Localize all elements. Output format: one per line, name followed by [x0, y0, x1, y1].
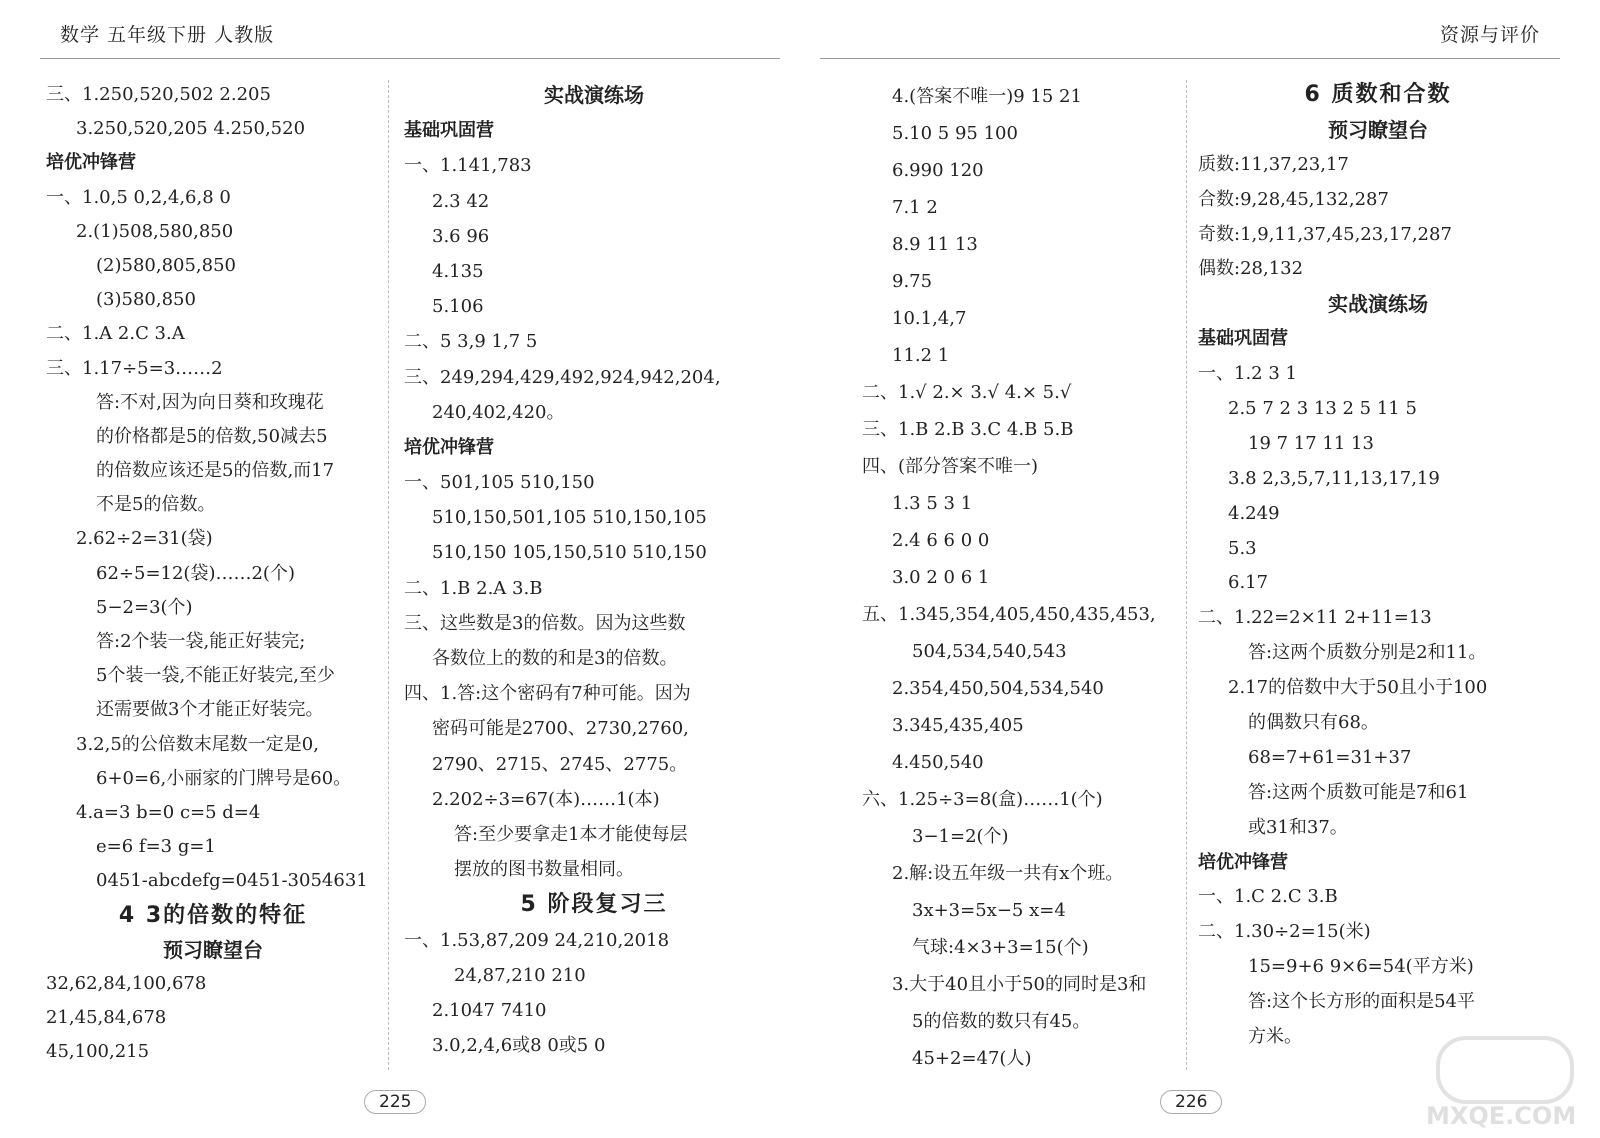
answer-line: 三、249,294,429,492,924,942,204,: [404, 366, 721, 388]
answer-line: 预习瞭望台: [163, 937, 263, 962]
answer-line: 一、501,105 510,150: [404, 472, 595, 494]
answer-line: 方米。: [1248, 1026, 1302, 1048]
answer-line: 一、1.0,5 0,2,4,6,8 0: [46, 186, 231, 208]
answer-line: 4.a=3 b=0 c=5 d=4: [76, 801, 261, 823]
answer-line: 3.0,2,4,6或8 0或5 0: [432, 1035, 606, 1057]
answer-line: 5−2=3(个): [96, 596, 193, 618]
answer-line: 实战演练场: [544, 83, 644, 107]
header-right-title: 资源与评价: [1439, 24, 1540, 46]
answer-line: 3.8 2,3,5,7,11,13,17,19: [1228, 467, 1440, 489]
answer-line: 答:至少要拿走1本才能使每层: [454, 823, 688, 845]
answer-line: 四、(部分答案不唯一): [862, 456, 1039, 477]
answer-line: 还需要做3个才能正好装完。: [96, 699, 324, 721]
answer-line: 答:这个长方形的面积是54平: [1248, 991, 1475, 1013]
answer-line: 1.3 5 3 1: [892, 493, 973, 514]
answer-line: 2.解:设五年级一共有x个班。: [892, 863, 1124, 884]
answer-line: 3.6 96: [432, 225, 490, 247]
header-rule-right: [820, 58, 1560, 59]
answer-line: 合数:9,28,45,132,287: [1198, 188, 1389, 210]
answer-line: 一、1.2 3 1: [1198, 363, 1297, 385]
answer-line: 2.(1)508,580,850: [76, 220, 234, 242]
answer-line: 45,100,215: [46, 1041, 150, 1063]
answer-line: 510,150,501,105 510,150,105: [432, 507, 707, 529]
answer-line: 4.135: [432, 260, 484, 282]
page-number-right: 226: [1160, 1090, 1222, 1114]
answer-line: 培优冲锋营: [1198, 851, 1288, 873]
answer-line: 510,150 105,150,510 510,150: [432, 542, 707, 564]
answer-line: 5.3: [1228, 537, 1257, 559]
answer-line: 二、1.30÷2=15(米): [1198, 921, 1371, 943]
answer-line: 5 阶段复习三: [520, 892, 668, 918]
answer-line: 5.106: [432, 296, 484, 318]
answer-line: 3.2,5的公倍数末尾数一定是0,: [76, 733, 319, 755]
answer-line: 24,87,210 210: [454, 964, 586, 986]
answer-line: 4 3的倍数的特征: [118, 902, 308, 928]
answer-line: 培优冲锋营: [46, 152, 136, 174]
answer-line: 一、1.141,783: [404, 155, 532, 177]
answer-line: 二、1.A 2.C 3.A: [46, 323, 185, 345]
answer-line: 2.3 42: [432, 190, 490, 212]
answer-line: 2.17的倍数中大于50且小于100: [1228, 677, 1488, 699]
answer-line: 6 质数和合数: [1304, 82, 1452, 107]
answer-line: 密码可能是2700、2730,2760,: [432, 718, 689, 740]
answer-line: 的价格都是5的倍数,50减去5: [96, 425, 328, 447]
column-3: [862, 78, 1180, 1077]
column-divider: [1186, 80, 1187, 1070]
answer-line: 68=7+61=31+37: [1248, 746, 1412, 768]
answer-line: 三、1.250,520,502 2.205: [46, 84, 271, 105]
answer-line: 一、1.C 2.C 3.B: [1198, 886, 1338, 908]
answer-line: 4.249: [1228, 502, 1280, 524]
answer-line: 二、1.22=2×11 2+11=13: [1198, 607, 1432, 629]
answer-line: 四、1.答:这个密码有7种可能。因为: [404, 683, 691, 705]
answer-line: 6+0=6,小丽家的门牌号是60。: [96, 767, 352, 789]
answer-line: 5个装一袋,不能正好装完,至少: [96, 665, 335, 687]
answer-line: 0451-abcdefg=0451-3054631: [96, 870, 368, 892]
answer-line: 各数位上的数的和是3的倍数。: [432, 648, 678, 669]
answer-line: 2.202÷3=67(本)……1(本): [432, 788, 660, 810]
answer-line: 答:这两个质数分别是2和11。: [1248, 642, 1487, 664]
answer-line: 5.10 5 95 100: [892, 123, 1018, 144]
answer-line: 三、1.B 2.B 3.C 4.B 5.B: [862, 419, 1074, 440]
answer-line: 一、1.53,87,209 24,210,2018: [404, 929, 670, 951]
answer-line: 2.354,450,504,534,540: [892, 678, 1104, 699]
answer-line: 6.990 120: [892, 160, 984, 181]
answer-line: 5的倍数的数只有45。: [912, 1011, 1091, 1032]
column-1: [46, 78, 380, 1069]
answer-line: 二、5 3,9 1,7 5: [404, 331, 538, 353]
answer-line: 不是5的倍数。: [96, 494, 216, 516]
answer-line: 3.0 2 0 6 1: [892, 567, 990, 588]
answer-line: (2)580,805,850: [96, 254, 237, 276]
answer-line: 质数:11,37,23,17: [1198, 153, 1349, 175]
answer-line: 6.17: [1228, 572, 1269, 594]
answer-line: 2790、2715、2745、2775。: [432, 753, 688, 775]
answer-line: 答:2个装一袋,能正好装完;: [96, 631, 306, 652]
answer-line: 或31和37。: [1248, 816, 1348, 838]
header-left-title: 数学 五年级下册 人教版: [60, 24, 275, 46]
answer-line: 的倍数应该还是5的倍数,而17: [96, 460, 335, 482]
watermark: [1426, 1030, 1576, 1130]
answer-line: 实战演练场: [1328, 292, 1428, 317]
answer-line: 二、1.B 2.A 3.B: [404, 577, 543, 599]
answer-line: 答:这两个质数可能是7和61: [1248, 781, 1469, 803]
answer-line: 3−1=2(个): [912, 826, 1009, 847]
answer-line: 2.5 7 2 3 13 2 5 11 5: [1228, 398, 1417, 420]
answer-line: 3x+3=5x−5 x=4: [912, 900, 1066, 921]
answer-line: e=6 f=3 g=1: [96, 836, 216, 858]
answer-line: 7.1 2: [892, 197, 938, 218]
header-rule-left: [40, 58, 780, 59]
answer-line: 8.9 11 13: [892, 234, 978, 255]
answer-line: 2.1047 7410: [432, 999, 547, 1021]
answer-line: 五、1.345,354,405,450,435,453,: [862, 604, 1156, 625]
answer-line: 2.4 6 6 0 0: [892, 530, 990, 551]
watermark-text: MXQE.COM: [1426, 1102, 1577, 1130]
answer-line: 11.2 1: [892, 345, 950, 366]
answer-line: 9.75: [892, 271, 933, 292]
answer-line: (3)580,850: [96, 289, 196, 311]
answer-line: 三、1.17÷5=3……2: [46, 357, 223, 379]
answer-line: 培优冲锋营: [404, 436, 494, 458]
answer-line: 4.450,540: [892, 752, 984, 773]
answer-line: 预习瞭望台: [1328, 117, 1428, 142]
column-divider: [388, 80, 389, 1070]
answer-line: 三、这些数是3的倍数。因为这些数: [404, 612, 686, 634]
page-number-left: 225: [364, 1090, 426, 1114]
watermark-icon: [1436, 1036, 1574, 1104]
answer-line: 45+2=47(人): [912, 1048, 1032, 1069]
answer-line: 摆放的图书数量相同。: [454, 859, 634, 881]
column-2: [404, 78, 784, 1063]
answer-line: 21,45,84,678: [46, 1007, 167, 1029]
answer-line: 六、1.25÷3=8(盒)……1(个): [862, 789, 1103, 810]
answer-line: 二、1.√ 2.× 3.√ 4.× 5.√: [862, 382, 1072, 403]
answer-line: 19 7 17 11 13: [1248, 432, 1374, 454]
answer-line: 15=9+6 9×6=54(平方米): [1248, 956, 1474, 978]
answer-line: 240,402,420。: [432, 401, 565, 423]
answer-line: 10.1,4,7: [892, 308, 967, 329]
answer-line: 基础巩固营: [1198, 328, 1288, 350]
answer-line: 2.62÷2=31(袋): [76, 528, 213, 550]
answer-line: 基础巩固营: [404, 120, 494, 142]
column-4: [1198, 78, 1558, 1055]
answer-line: 偶数:28,132: [1198, 258, 1304, 280]
answer-line: 的偶数只有68。: [1248, 712, 1379, 734]
answer-line: 3.250,520,205 4.250,520: [76, 118, 306, 140]
answer-line: 4.(答案不唯一)9 15 21: [892, 86, 1082, 107]
answer-line: 32,62,84,100,678: [46, 972, 207, 994]
answer-line: 气球:4×3+3=15(个): [912, 937, 1089, 958]
answer-line: 答:不对,因为向日葵和玫瑰花: [96, 391, 324, 413]
answer-line: 3.大于40且小于50的同时是3和: [892, 974, 1147, 995]
answer-line: 504,534,540,543: [912, 641, 1067, 662]
answer-line: 62÷5=12(袋)……2(个): [96, 562, 295, 584]
answer-line: 奇数:1,9,11,37,45,23,17,287: [1198, 223, 1452, 245]
answer-line: 3.345,435,405: [892, 715, 1024, 736]
